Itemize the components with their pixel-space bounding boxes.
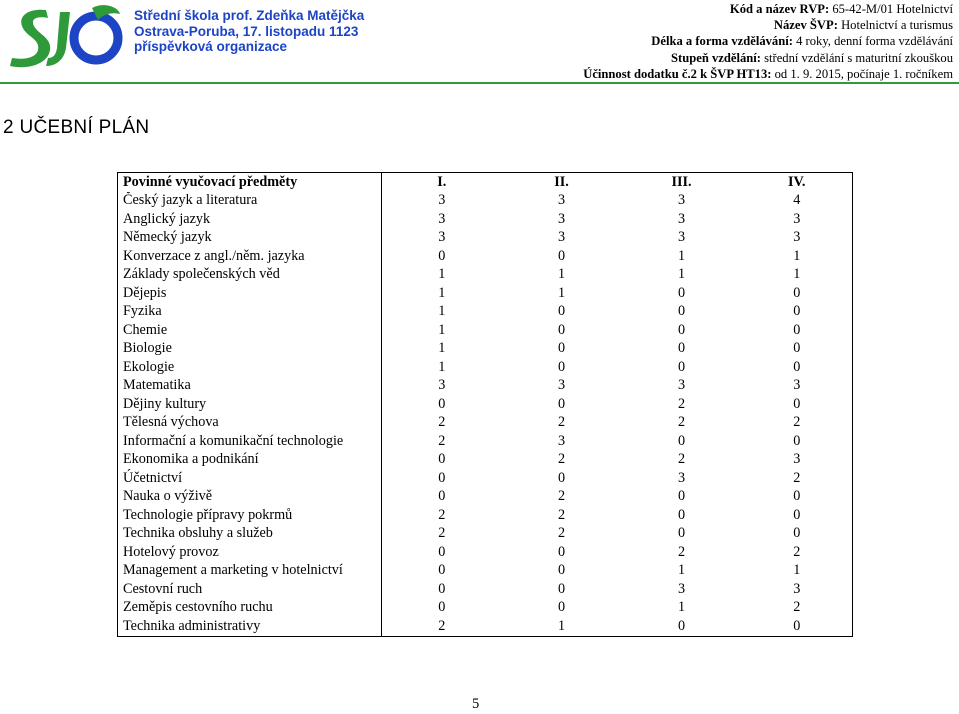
year-1-cell: 1: [438, 321, 446, 338]
subject-cell: Německý jazyk: [118, 229, 382, 248]
year-4-cell: 0: [742, 488, 853, 507]
table-row: [118, 340, 853, 359]
subject-cell: Nauka o výživě: [118, 488, 382, 507]
school-logo: [8, 4, 126, 68]
school-name: [134, 8, 364, 55]
year-3-cell: 0: [677, 303, 686, 320]
year-4-cell: 2: [742, 599, 853, 618]
column-header-year-1: I.: [382, 173, 502, 192]
year-4-cell: 2: [742, 414, 853, 433]
subject-cell: Dějepis: [118, 284, 382, 303]
table-body: [118, 192, 853, 637]
year-2-cell: 0: [557, 247, 566, 264]
year-2-cell: 0: [557, 321, 566, 338]
year-4-cell: 1: [742, 266, 853, 285]
year-4-cell: 1: [742, 247, 853, 266]
year-2-cell: 0: [557, 395, 566, 412]
table-row: [118, 377, 853, 396]
year-2-cell: 0: [557, 303, 566, 320]
table-row: [118, 580, 853, 599]
year-3-cell: 2: [677, 395, 686, 412]
subject-cell: Technika administrativy: [118, 617, 382, 636]
year-2-cell: 0: [557, 599, 566, 616]
year-1-cell: 1: [438, 284, 446, 301]
year-1-cell: 1: [438, 340, 446, 357]
year-3-cell: 1: [677, 247, 686, 264]
year-4-cell: 3: [742, 451, 853, 470]
year-4-cell: 4: [742, 192, 853, 211]
subject-cell: Český jazyk a literatura: [118, 192, 382, 211]
year-3-cell: 2: [677, 451, 686, 468]
school-name-line: příspěvková organizace: [134, 39, 288, 54]
subject-cell: Cestovní ruch: [118, 580, 382, 599]
year-1-cell: 0: [438, 562, 446, 579]
info-value: Hotelnictví a turismus: [837, 18, 953, 33]
year-1-cell: 1: [438, 266, 446, 283]
info-line: [583, 50, 953, 66]
year-2-cell: 2: [557, 525, 566, 542]
header-divider: [0, 82, 959, 84]
table-header-row: [118, 173, 853, 192]
year-4-cell: 3: [742, 377, 853, 396]
year-1-cell: 2: [438, 525, 446, 542]
year-1-cell: 3: [438, 210, 446, 227]
year-2-cell: 3: [557, 432, 566, 449]
school-name-line: Ostrava-Poruba, 17. listopadu 1123: [134, 23, 359, 39]
year-4-cell: 0: [742, 321, 853, 340]
table-row: [118, 229, 853, 248]
year-2-cell: 0: [557, 562, 566, 579]
year-3-cell: 1: [677, 562, 686, 579]
year-2-cell: 3: [557, 210, 566, 227]
year-3-cell: 2: [677, 414, 686, 431]
year-2-cell: 0: [557, 469, 566, 486]
subject-cell: Konverzace z angl./něm. jazyka: [118, 247, 382, 266]
subject-cell: Hotelový provoz: [118, 543, 382, 562]
table-row: [118, 284, 853, 303]
column-header-year-2: II.: [502, 173, 622, 192]
year-4-cell: 0: [742, 525, 853, 544]
page-header: [0, 0, 959, 82]
year-3-cell: 0: [622, 617, 742, 636]
year-3-cell: 0: [677, 284, 686, 301]
table-row: [118, 525, 853, 544]
year-2-cell: 0: [557, 580, 566, 597]
year-2-cell: 3: [557, 192, 566, 209]
document-info: [583, 1, 953, 82]
year-2-cell: 0: [557, 340, 566, 357]
subject-cell: Informační a komunikační technologie: [118, 432, 382, 451]
year-2-cell: 0: [557, 543, 566, 560]
year-2-cell: 1: [557, 266, 566, 283]
year-4-cell: 0: [742, 617, 853, 636]
year-3-cell: 0: [677, 432, 686, 449]
year-3-cell: 0: [677, 340, 686, 357]
subject-cell: Matematika: [118, 377, 382, 396]
subject-cell: Fyzika: [118, 303, 382, 322]
info-label: Délka a forma vzdělávání:: [651, 34, 793, 49]
year-1-cell: 2: [438, 414, 446, 431]
column-header-year-3: III.: [622, 173, 742, 192]
table-row: [118, 488, 853, 507]
subject-cell: Účetnictví: [118, 469, 382, 488]
year-4-cell: 3: [742, 229, 853, 248]
subject-cell: Zeměpis cestovního ruchu: [118, 599, 382, 618]
year-1-cell: 1: [438, 358, 446, 375]
year-1-cell: 0: [438, 451, 446, 468]
column-header-year-4: IV.: [742, 173, 853, 192]
year-1-cell: 0: [438, 543, 446, 560]
year-2-cell: 2: [557, 488, 566, 505]
table-row: [118, 247, 853, 266]
year-1-cell: 0: [438, 469, 446, 486]
info-label: Účinnost dodatku č.2 k ŠVP HT13:: [583, 66, 772, 81]
year-4-cell: 0: [742, 340, 853, 359]
table-row: [118, 321, 853, 340]
year-1-cell: 2: [438, 506, 446, 523]
table-row: [118, 617, 853, 636]
year-3-cell: 3: [677, 229, 686, 246]
year-3-cell: 2: [677, 543, 686, 560]
year-3-cell: 0: [677, 506, 686, 523]
table-row: [118, 210, 853, 229]
year-4-cell: 2: [742, 543, 853, 562]
info-line: [583, 33, 953, 49]
subject-cell: Anglický jazyk: [118, 210, 382, 229]
year-2-cell: 2: [557, 414, 566, 431]
year-3-cell: 0: [677, 488, 686, 505]
subject-cell: Chemie: [118, 321, 382, 340]
year-1-cell: 1: [438, 303, 446, 320]
table-row: [118, 599, 853, 618]
year-3-cell: 1: [677, 266, 686, 283]
year-2-cell: 2: [557, 506, 566, 523]
year-4-cell: 1: [742, 562, 853, 581]
year-4-cell: 0: [742, 303, 853, 322]
year-1-cell: 0: [438, 395, 446, 412]
year-4-cell: 3: [742, 210, 853, 229]
info-value: 4 roky, denní forma vzdělávání: [792, 34, 953, 49]
year-3-cell: 0: [677, 358, 686, 375]
table-row: [118, 562, 853, 581]
info-value: od 1. 9. 2015, počínaje 1. ročníkem: [771, 66, 953, 81]
info-value: střední vzdělání s maturitní zkouškou: [760, 50, 953, 65]
info-line: [583, 17, 953, 33]
table-row: [118, 432, 853, 451]
subject-cell: Biologie: [118, 340, 382, 359]
table-row: [118, 469, 853, 488]
subject-cell: Technologie přípravy pokrmů: [118, 506, 382, 525]
year-3-cell: 3: [677, 210, 686, 227]
year-4-cell: 0: [742, 284, 853, 303]
year-3-cell: 3: [677, 469, 686, 486]
year-3-cell: 3: [677, 377, 686, 394]
info-value: 65-42-M/01 Hotelnictví: [829, 2, 953, 16]
page-number: 5: [472, 696, 480, 712]
subject-cell: Technika obsluhy a služeb: [118, 525, 382, 544]
year-1-cell: 0: [438, 599, 446, 616]
school-name-line: Střední škola prof. Zdeňka Matějčka: [134, 8, 365, 23]
info-label: Název ŠVP:: [773, 18, 838, 33]
table-row: [118, 303, 853, 322]
subject-cell: Ekonomika a podnikání: [118, 451, 382, 470]
year-3-cell: 3: [677, 580, 686, 597]
curriculum-table: [117, 172, 853, 637]
year-4-cell: 0: [742, 506, 853, 525]
year-2-cell: 3: [557, 377, 566, 394]
subject-cell: Management a marketing v hotelnictví: [118, 562, 382, 581]
column-header-subjects: Povinné vyučovací předměty: [118, 173, 382, 192]
table-row: [118, 451, 853, 470]
year-1-cell: 2: [382, 617, 502, 636]
table-row: [118, 414, 853, 433]
year-4-cell: 0: [742, 432, 853, 451]
info-line: [583, 66, 953, 82]
info-label: Stupeň vzdělání:: [671, 50, 761, 65]
year-4-cell: 0: [742, 395, 853, 414]
year-1-cell: 3: [438, 377, 446, 394]
year-4-cell: 0: [742, 358, 853, 377]
year-3-cell: 3: [677, 192, 686, 209]
info-label: Kód a název RVP:: [729, 2, 830, 16]
year-2-cell: 2: [557, 451, 566, 468]
table-row: [118, 266, 853, 285]
year-2-cell: 1: [557, 284, 566, 301]
section-title: 2 UČEBNÍ PLÁN: [3, 117, 150, 138]
info-line: [583, 1, 953, 17]
year-1-cell: 0: [438, 488, 446, 505]
year-4-cell: 3: [742, 580, 853, 599]
year-1-cell: 3: [438, 192, 446, 209]
table-row: [118, 358, 853, 377]
year-2-cell: 0: [557, 358, 566, 375]
table-row: [118, 543, 853, 562]
subject-cell: Ekologie: [118, 358, 382, 377]
subject-cell: Základy společenských věd: [118, 266, 382, 285]
year-1-cell: 0: [438, 247, 446, 264]
year-2-cell: 1: [502, 617, 622, 636]
year-1-cell: 0: [438, 580, 446, 597]
subject-cell: Tělesná výchova: [118, 414, 382, 433]
table-row: [118, 192, 853, 211]
year-3-cell: 0: [677, 525, 686, 542]
table-row: [118, 506, 853, 525]
subject-cell: Dějiny kultury: [118, 395, 382, 414]
year-2-cell: 3: [557, 229, 566, 246]
year-1-cell: 2: [438, 432, 446, 449]
year-3-cell: 1: [677, 599, 686, 616]
table-row: [118, 395, 853, 414]
year-1-cell: 3: [438, 229, 446, 246]
year-3-cell: 0: [677, 321, 686, 338]
year-4-cell: 2: [742, 469, 853, 488]
